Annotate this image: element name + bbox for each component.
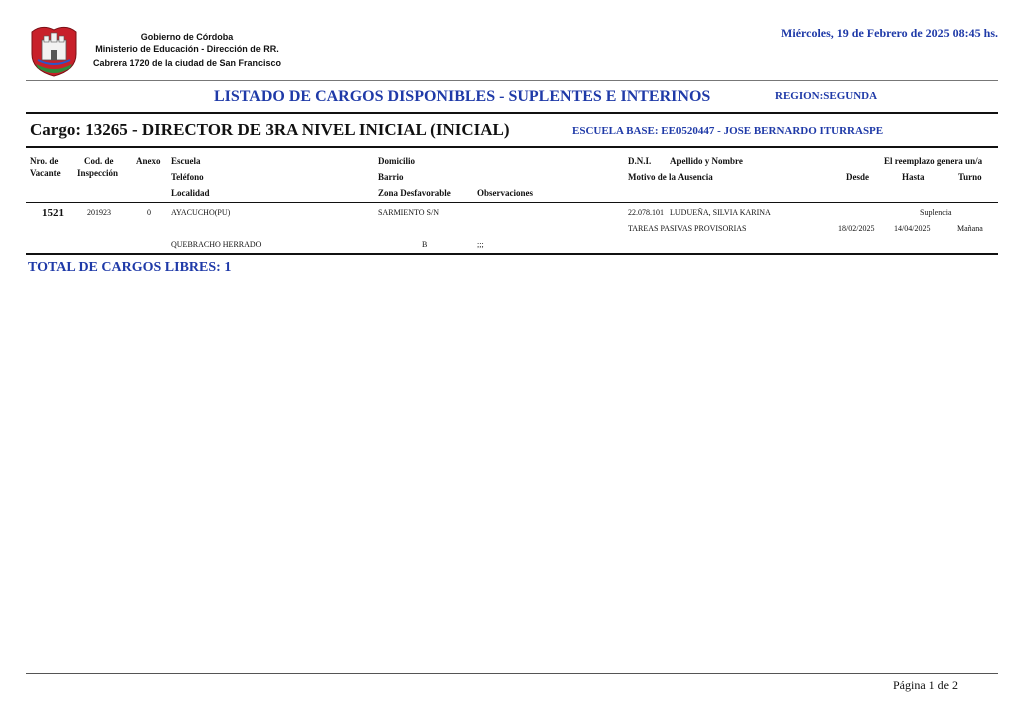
col-localidad: Localidad [171,188,210,198]
col-telefono: Teléfono [171,172,204,182]
page-number: Página 1 de 2 [893,678,958,692]
col-cod-inspeccion-2: Inspección [77,168,119,178]
escuela-base-label: ESCUELA BASE: EE0520447 - JOSE BERNARDO ITURRASPE [572,125,884,137]
cargo-heading: Cargo: 13265 - DIRECTOR DE 3RA NIVEL INICIAL (INICIAL) [30,120,510,139]
col-nro-vacante-1: Nro. de [30,156,59,166]
col-hasta: Hasta [902,172,925,182]
col-dni: D.N.I. [628,156,652,166]
col-escuela: Escuela [171,156,201,166]
cell-nro-vacante: 1521 [42,207,64,219]
col-desde: Desde [846,172,869,182]
cell-desde: 18/02/2025 [838,224,875,233]
cell-domicilio: SARMIENTO S/N [378,208,439,217]
col-barrio: Barrio [378,172,404,182]
cell-motivo-ausencia: TAREAS PASIVAS PROVISORIAS [628,224,747,233]
cell-cod-inspeccion: 201923 [87,208,111,217]
cargo-divider [26,146,998,148]
org-line-ministerio: Ministerio de Educación - Dirección de RR. [95,44,279,54]
cell-escuela: AYACUCHO(PU) [171,208,231,217]
col-motivo-ausencia: Motivo de la Ausencia [628,172,713,182]
cell-dni: 22.078.101 [628,208,664,217]
col-anexo: Anexo [136,156,161,166]
org-line-direccion: Cabrera 1720 de la ciudad de San Francisco [92,58,282,68]
region-label: REGION:SEGUNDA [775,90,878,102]
title-divider [26,112,998,114]
col-domicilio: Domicilio [378,156,415,166]
cell-reemplazo: Suplencia [920,208,952,217]
col-observaciones: Observaciones [477,188,533,198]
footer-divider [26,673,998,674]
header-divider [26,80,998,81]
col-apellido-nombre: Apellido y Nombre [670,156,743,166]
col-cod-inspeccion-1: Cod. de [84,156,114,166]
report-datetime: Miércoles, 19 de Febrero de 2025 08:45 hs. [781,26,998,40]
org-line-gobierno: Gobierno de Córdoba [140,32,234,42]
table-bottom-divider [26,253,998,255]
cell-apellido-nombre: LUDUEÑA, SILVIA KARINA [670,208,771,217]
cell-zona-desfavorable: B [422,240,428,249]
cell-anexo: 0 [147,208,151,217]
table-header-divider [26,202,998,203]
cell-localidad: QUEBRACHO HERRADO [171,240,262,249]
cordoba-coat-of-arms-logo [28,24,80,78]
total-cargos-libres: TOTAL DE CARGOS LIBRES: 1 [28,260,232,275]
cell-turno: Mañana [957,224,983,233]
report-title: LISTADO DE CARGOS DISPONIBLES - SUPLENTES E INTERINOS [214,88,711,105]
cell-hasta: 14/04/2025 [894,224,931,233]
col-zona-desfavorable: Zona Desfavorable [378,188,451,198]
col-turno: Turno [958,172,982,182]
cell-observaciones: ;;; [477,240,484,249]
col-nro-vacante-2: Vacante [30,168,61,178]
col-reemplazo: El reemplazo genera un/a [884,156,983,166]
